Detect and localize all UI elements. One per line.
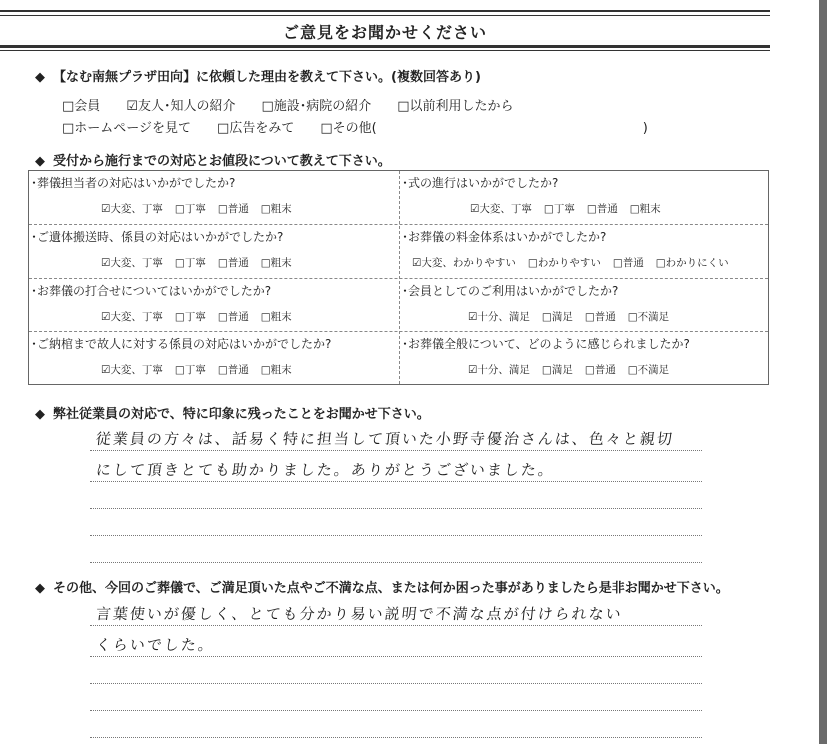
- rating-option[interactable]: □満足: [541, 364, 573, 376]
- diamond-icon: ◆: [35, 154, 45, 169]
- rating-option[interactable]: □不満足: [627, 364, 670, 376]
- scan-edge: [819, 0, 827, 744]
- rating-option[interactable]: □粗末: [260, 364, 292, 376]
- q2-heading-text: 受付から施行までの対応とお値段について教えて下さい。: [53, 154, 391, 169]
- writing-line: [90, 508, 702, 509]
- rating-options: [468, 362, 681, 377]
- rating-options: [412, 255, 729, 270]
- writing-line: [90, 656, 702, 657]
- rating-question: ･式の進行はいかがでしたか?: [402, 176, 559, 190]
- rating-option[interactable]: □普通: [217, 257, 249, 269]
- q1-options-row1: [62, 95, 540, 114]
- writing-line: [90, 683, 702, 684]
- q4-handwritten-line: 言葉使いが優しく、とても分かり易い説明で不満な点が付けられない: [95, 605, 624, 623]
- header-rule-bottom: [0, 45, 770, 48]
- rating-options: [101, 362, 304, 377]
- q2-rating-grid: [28, 170, 769, 385]
- rating-option[interactable]: ☑大変、丁寧: [101, 257, 163, 269]
- q3-heading: [35, 403, 430, 422]
- q1-heading-text: 【なむ南無プラザ田向】に依頼した理由を教えて下さい。(複数回答あり): [53, 70, 481, 85]
- rating-option[interactable]: □普通: [217, 311, 249, 323]
- rating-cell: [400, 279, 770, 333]
- q1-option[interactable]: □以前利用したから: [397, 99, 514, 114]
- header-rule-thin: [0, 15, 770, 16]
- q4-handwritten-line: くらいでした。: [95, 636, 216, 654]
- header-rule-top: [0, 10, 770, 12]
- diamond-icon: ◆: [35, 581, 45, 596]
- rating-options: [468, 309, 681, 324]
- writing-line: [90, 710, 702, 711]
- header-rule-bottom-thin: [0, 50, 770, 51]
- rating-cell: [29, 225, 399, 279]
- rating-option[interactable]: ☑大変、丁寧: [101, 364, 163, 376]
- rating-option[interactable]: □不満足: [627, 311, 670, 323]
- q1-option-close: ): [642, 121, 648, 136]
- rating-options: [101, 309, 304, 324]
- q1-option[interactable]: □その他(: [320, 121, 377, 136]
- rating-question: ･葬儀担当者の対応はいかがでしたか?: [31, 176, 236, 190]
- writing-line: [90, 450, 702, 451]
- diamond-icon: ◆: [35, 407, 45, 422]
- rating-cell: [29, 332, 399, 386]
- rating-question: ･お葬儀の料金体系はいかがでしたか?: [402, 230, 607, 244]
- q3-handwritten-line: 従業員の方々は、話易く特に担当して頂いた小野寺優治さんは、色々と親切: [95, 430, 675, 448]
- rating-option[interactable]: □粗末: [260, 257, 292, 269]
- rating-option[interactable]: □丁寧: [543, 203, 575, 215]
- rating-option[interactable]: ☑大変、丁寧: [470, 203, 532, 215]
- rating-option[interactable]: □普通: [586, 203, 618, 215]
- rating-option[interactable]: ☑大変、わかりやすい: [412, 257, 516, 269]
- rating-question: ･ご納棺まで故人に対する係員の対応はいかがでしたか?: [31, 337, 332, 351]
- q3-heading-text: 弊社従業員の対応で、特に印象に残ったことをお聞かせ下さい。: [53, 407, 430, 422]
- rating-option[interactable]: □丁寧: [174, 257, 206, 269]
- rating-option[interactable]: ☑大変、丁寧: [101, 203, 163, 215]
- rating-cell: [29, 171, 399, 225]
- rating-option[interactable]: ☑十分、満足: [468, 311, 530, 323]
- rating-question: ･ご遺体搬送時、係員の対応はいかがでしたか?: [31, 230, 284, 244]
- rating-cell: [400, 225, 770, 279]
- rating-option[interactable]: □わかりやすい: [527, 257, 601, 269]
- q1-option[interactable]: □広告をみて: [217, 121, 295, 136]
- rating-option[interactable]: ☑十分、満足: [468, 364, 530, 376]
- rating-option[interactable]: ☑大変、丁寧: [101, 311, 163, 323]
- q1-options-row2: [62, 117, 674, 136]
- q1-option[interactable]: □会員: [62, 99, 101, 114]
- rating-option[interactable]: □粗末: [260, 203, 292, 215]
- writing-line: [90, 481, 702, 482]
- rating-option[interactable]: □粗末: [629, 203, 661, 215]
- q1-option[interactable]: □施設･病院の紹介: [261, 99, 372, 114]
- rating-options: [101, 255, 304, 270]
- rating-option[interactable]: □粗末: [260, 311, 292, 323]
- q4-heading-text: その他、今回のご葬儀で、ご満足頂いた点やご不満な点、または何か困った事がありましたら是非お聞かせ下さい。: [53, 581, 729, 596]
- rating-option[interactable]: □満足: [541, 311, 573, 323]
- rating-question: ･お葬儀の打合せについてはいかがでしたか?: [31, 284, 272, 298]
- rating-option[interactable]: □丁寧: [174, 203, 206, 215]
- rating-option[interactable]: □普通: [584, 311, 616, 323]
- rating-options: [101, 201, 304, 216]
- rating-option[interactable]: □普通: [584, 364, 616, 376]
- rating-question: ･会員としてのご利用はいかがでしたか?: [402, 284, 619, 298]
- rating-option[interactable]: □普通: [217, 203, 249, 215]
- rating-options: [470, 201, 673, 216]
- writing-line: [90, 535, 702, 536]
- q3-handwritten-line: にして頂きとても助かりました。ありがとうございました。: [95, 461, 556, 479]
- rating-option[interactable]: □普通: [217, 364, 249, 376]
- diamond-icon: ◆: [35, 70, 45, 85]
- form-title: ご意見をお聞かせください: [282, 23, 487, 42]
- rating-cell: [400, 332, 770, 386]
- rating-option[interactable]: □普通: [612, 257, 644, 269]
- rating-cell: [29, 279, 399, 333]
- writing-line: [90, 737, 702, 738]
- rating-cell: [400, 171, 770, 225]
- writing-line: [90, 562, 702, 563]
- rating-question: ･お葬儀全般について、どのように感じられましたか?: [402, 337, 690, 351]
- rating-option[interactable]: □丁寧: [174, 364, 206, 376]
- q4-heading: [35, 577, 729, 596]
- writing-line: [90, 625, 702, 626]
- rating-option[interactable]: □わかりにくい: [655, 257, 729, 269]
- q1-option[interactable]: □ホームページを見て: [62, 121, 192, 136]
- q2-heading: [35, 150, 391, 169]
- q1-heading: [35, 66, 481, 85]
- q1-option[interactable]: ☑友人･知人の紹介: [126, 99, 236, 114]
- rating-option[interactable]: □丁寧: [174, 311, 206, 323]
